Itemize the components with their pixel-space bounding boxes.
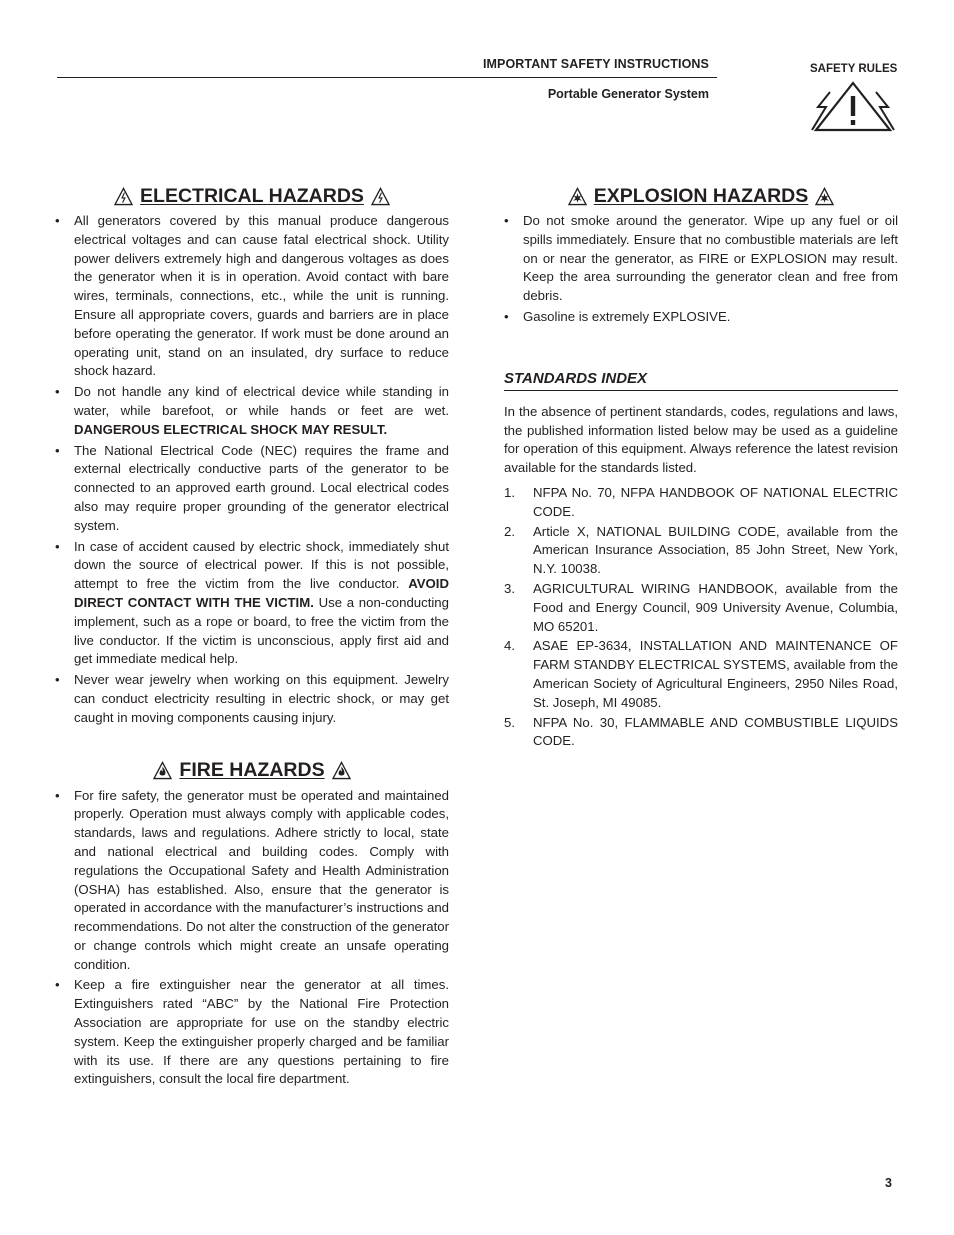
list-item: • Never wear jewelry when working on this equipment. Jewelry can conduct electricity resulting in electric shock, or may get caught in moving components causing injury. [55,672,449,725]
list-item: 3. AGRICULTURAL WIRING HANDBOOK, available from the Food and Energy Council, 909 University Avenue, Columbia, MO 65201. [504,580,898,634]
standards-intro: In the absence of pertinent standards, codes, regulations and laws, the published information listed below may be used as a guideline for operation of this equipment. Always reference the latest revision available for the standards listed. [504,403,898,476]
warning-lightning-sign-icon [810,80,896,132]
fire-warning-icon [153,761,172,780]
explosion-hazards-list [504,212,898,327]
fire-hazards-list [55,787,449,1090]
electrical-hazards-heading [55,182,449,210]
explosion-warning-icon [815,187,834,206]
left-column [55,182,449,1091]
electrical-warning-icon [371,187,390,206]
electrical-warning-icon [114,187,133,206]
standards-index-heading: STANDARDS INDEX [504,370,898,391]
fire-hazards-heading [55,757,449,785]
list-item: 2. Article X, NATIONAL BUILDING CODE, available from the American Insurance Association, 85 John Street, New York, N.Y. 10038. [504,523,898,577]
warning-emphasis: DANGEROUS ELECTRICAL SHOCK MAY RESULT. [74,421,388,437]
list-item: • For fire safety, the generator must be operated and maintained properly. Operation must always comply with applicable codes, standards, laws and regulations. Adhere strictly to local, state and national electrical and building codes. Comply with regulations the Occupational Safety and Health Administration (OSHA) has established. Also, ensure that the generator is operated in accordance with the manufacturer’s instructions and recommendations. Do not alter the construction of the generator or change controls which might create an unsafe operating condition. [55,787,449,972]
header-rule [57,77,717,78]
header-title: IMPORTANT SAFETY INSTRUCTIONS [482,57,709,71]
header-subtitle: Portable Generator System [547,87,709,101]
fire-hazards-title: FIRE HAZARDS [179,759,325,782]
electrical-hazards-title: ELECTRICAL HAZARDS [140,184,364,207]
explosion-hazards-title: EXPLOSION HAZARDS [593,184,809,207]
warning-emphasis: AVOID DIRECT CONTACT WITH THE VICTIM. [74,576,449,610]
list-item: • Keep a fire extinguisher near the generator at all times. Extinguishers rated “ABC” by the National Fire Protection Association are appropriate for use on the standby electric system. Keep the extinguisher properly charged and be familiar with its use. If there are any questions pertaining to fire extinguishers, consult the local fire department. [55,977,449,1087]
right-column [504,182,898,752]
list-item: • The National Electrical Code (NEC) requires the frame and external electrically conductive parts of the generator to be connected to an approved earth ground. Local electrical codes also may require proper grounding of the generator electrical system. [55,442,449,533]
electrical-hazards-list [55,212,449,728]
fire-warning-icon [332,761,351,780]
safety-rules-label: SAFETY RULES [810,63,898,75]
list-item: • In case of accident caused by electric shock, immediately shut down the source of electrical power. If this is not possible, attempt to free the victim from the live conductor. AVOID DIRECT CONTACT WITH THE VICTIM. Use a non-conducting implement, such as a rope or board, to free the victim from the live conductor. If the victim is unconscious, apply first aid and get immediate medical help. [55,538,449,667]
standards-list [504,484,898,751]
list-item: • Gasoline is extremely EXPLOSIVE. [504,308,731,324]
list-item: 4. ASAE EP-3634, INSTALLATION AND MAINTENANCE OF FARM STANDBY ELECTRICAL SYSTEMS, available from the American Society of Agricultural Engineers, 2950 Niles Road, St. Joseph, MI 49085. [504,638,898,710]
list-item: • All generators covered by this manual produce dangerous electrical voltages and can cause fatal electrical shock. Utility power delivers extremely high and dangerous voltages as does the generator when it is in operation. Avoid contact with bare wires, terminals, connections, etc., while the unit is running. Ensure all appropriate covers, guards and barriers are in place before operating the generator. If work must be done around an operating unit, stand on an insulated, dry surface to reduce shock hazard. [55,213,449,379]
list-item: • Do not handle any kind of electrical device while standing in water, while barefoot, or while hands or feet are wet. DANGEROUS ELECTRICAL SHOCK MAY RESULT. [55,384,449,437]
list-item: • Do not smoke around the generator. Wipe up any fuel or oil spills immediately. Ensure that no combustible materials are left on or near the generator, as FIRE or EXPLOSION may result. Keep the area surrounding the generator clean and free from debris. [504,213,898,304]
list-item: 1. NFPA No. 70, NFPA HANDBOOK OF NATIONAL ELECTRIC CODE. [504,484,898,519]
explosion-hazards-heading [504,182,898,210]
list-item: 5. NFPA No. 30, FLAMMABLE AND COMBUSTIBLE LIQUIDS CODE. [504,714,898,749]
page-number: 3 [885,1176,892,1190]
explosion-warning-icon [568,187,587,206]
